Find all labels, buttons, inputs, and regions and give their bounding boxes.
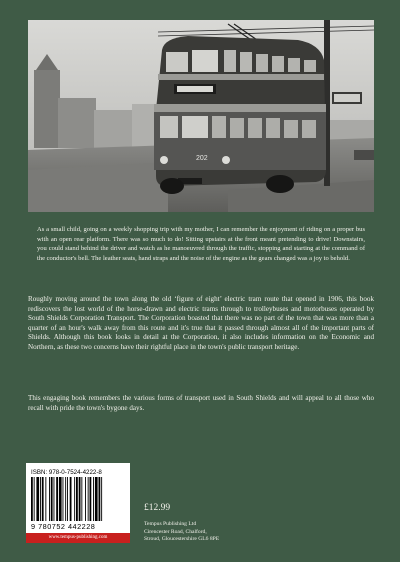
blurb-body: Roughly moving around the town along the old ‘figure of eight’ electric tram route that opened in 1906, this book rediscovers the lost world of the horse-drawn and electric trams through to trolleybuses and motorbuses operated by South Shields Corporation Transport. The Corporation boasted that there was no part of the town that was more than a quarter of an hour's walk away from this route and it's true that it passed through almost all of the important parts of Shields. Although this book looks in detail at the Corporation, it also includes information on the Economic and Northern, as these two concerns have their rightful place in the town's public transport heritage. [28,295,374,351]
isbn-label: ISBN: 978-0-7524-4222-8 [31,469,102,476]
barcode-panel [26,463,130,533]
blurb-intro: As a small child, going on a weekly shopping trip with my mother, I can remember the enjoyment of riding on a proper bus with an open rear platform. There was so much to do! Sitting upstairs at the front meant pretending to drive! Downstairs, you could stand behind the driver and watch as he manoeuvred through the traffic, stopping and starting at the command of the conductor's bell. The leather seats, hand straps and the noise of the engine as the gears changed was a joy to behold. [37,226,365,262]
publisher-website: www.tempus-publishing.com [26,533,130,543]
bus-fleet-number: 202 [196,155,208,162]
publisher-info [144,521,219,544]
publisher-address-line-2: Stroud, Gloucestershire GL6 8PE [144,536,220,543]
price: £12.99 [144,503,171,513]
publisher-address-line-1: Cirencester Road, Chalford, [144,528,207,535]
barcode-graphic [31,477,125,521]
trolleybus-photo-illustration [28,20,374,212]
cover-photo-trolleybus [28,20,374,212]
barcode-number: 9 780752 442228 [31,522,96,531]
publisher-name: Tempus Publishing Ltd [144,521,197,527]
blurb-closing: This engaging book remembers the various forms of transport used in South Shields and will appeal to all those who recall with pride the town's bygone days. [28,394,374,412]
